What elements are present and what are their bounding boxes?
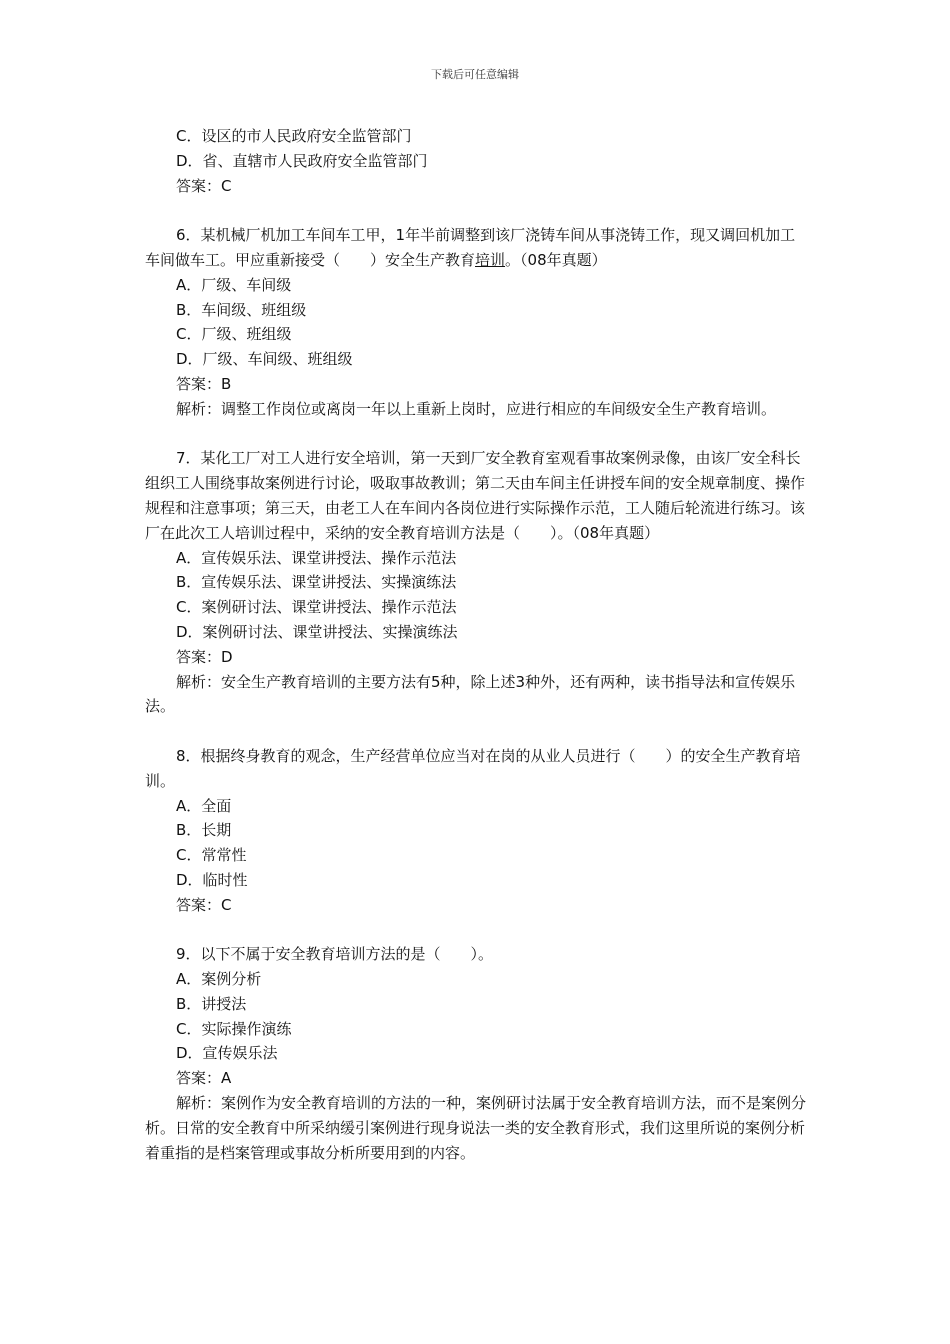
spacer: [145, 719, 810, 744]
question-8-stem: 8．根据终身教育的观念，生产经营单位应当对在岗的从业人员进行（ ）的安全生产教育培训。: [145, 746, 801, 790]
prev-option-c: C．设区的市人民政府安全监管部门: [176, 127, 412, 145]
question-7-answer: 答案：D: [176, 647, 233, 666]
question-6-option-d: D．厂级、车间级、班组级: [176, 350, 353, 369]
question-6-stem: [145, 223, 810, 273]
spacer: [145, 918, 810, 943]
question-8-option-b: B．长期: [176, 821, 232, 840]
spacer: [145, 422, 810, 447]
question-6-stem-suffix: 。（08年真题）: [505, 250, 607, 269]
question-6-answer: 答案：B: [176, 374, 232, 393]
question-8-option-c: C．常常性: [176, 846, 247, 865]
question-6-option-a: A．厂级、车间级: [176, 275, 292, 294]
question-7-option-d: D．案例研讨法、课堂讲授法、实操演练法: [176, 622, 458, 641]
question-9-analysis: 解析：案例作为安全教育培训的方法的一种，案例研讨法属于安全教育培训方法，而不是案例分析。日常的安全教育中所采纳缓引案例进行现身说法一类的安全教育形式，我们这里所说的案例分析着重指的是档案管理或事故分析所要用到的内容。: [145, 1094, 807, 1162]
question-6-option-c: C．厂级、班组级: [176, 325, 292, 344]
question-7-option-a: A．宣传娱乐法、课堂讲授法、操作示范法: [176, 548, 457, 567]
spacer: [145, 198, 810, 223]
question-9-stem: 9．以下不属于安全教育培训方法的是（ ）。: [176, 945, 494, 964]
prev-answer: 答案：C: [176, 176, 232, 195]
question-8-option-d: D．临时性: [176, 870, 248, 889]
question-7-analysis: 解析：安全生产教育培训的主要方法有5种，除上述3种外，还有两种，读书指导法和宣传娱乐法。: [145, 672, 796, 716]
question-9-option-b: B．讲授法: [176, 994, 247, 1013]
question-7-stem: 7．某化工厂对工人进行安全培训，第一天到厂安全教育室观看事故案例录像，由该厂安全科长组织工人围绕事故案例进行讨论，吸取事故教训；第二天由车间主任讲授车间的安全规章制度、操作规程和注意事项；第三天，由老工人在车间内各岗位进行实际操作示范，工人随后轮流进行练习。该厂在此次工人培训过程中，采纳的安全教育培训方法是（ ）。（08年真题）: [145, 449, 806, 542]
question-9-answer: 答案：A: [176, 1069, 232, 1088]
question-9-option-d: D．宣传娱乐法: [176, 1044, 278, 1063]
page-header: 下载后可任意编辑: [431, 68, 519, 81]
question-6-analysis: 解析：调整工作岗位或离岗一年以上重新上岗时，应进行相应的车间级安全生产教育培训。: [176, 399, 777, 418]
question-6-stem-text: 6．某机械厂机加工车间车工甲，1年半前调整到该厂浇铸车间从事浇铸工作，现又调回机加工车间做车工。甲应重新接受（ ）安全生产教育: [145, 226, 796, 269]
question-8-answer: 答案：C: [176, 895, 232, 914]
question-7-option-b: B．宣传娱乐法、课堂讲授法、实操演练法: [176, 573, 457, 592]
question-8-option-a: A．全面: [176, 796, 232, 815]
question-6-option-b: B．车间级、班组级: [176, 300, 307, 319]
question-9-option-a: A．案例分析: [176, 970, 262, 989]
document-body: [145, 124, 810, 1165]
question-7-option-c: C．案例研讨法、课堂讲授法、操作示范法: [176, 598, 457, 617]
question-6-stem-link[interactable]: 培训: [475, 250, 506, 269]
prev-option-d: D．省、直辖市人民政府安全监管部门: [176, 151, 428, 170]
question-9-option-c: C．实际操作演练: [176, 1019, 292, 1038]
